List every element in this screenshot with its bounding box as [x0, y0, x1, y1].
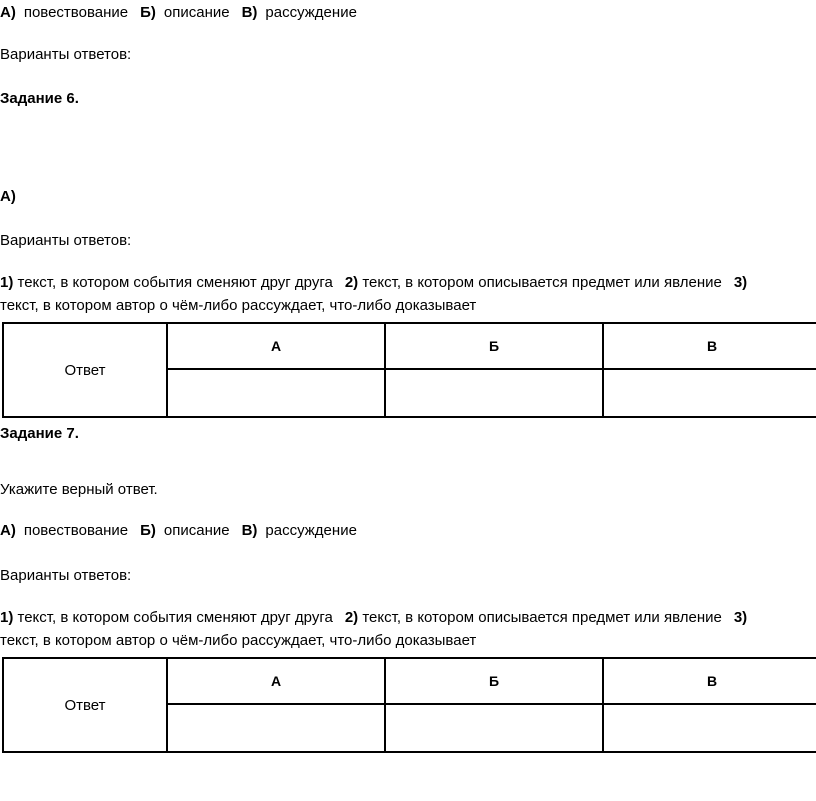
task7-instruction: Укажите верный ответ. — [0, 481, 158, 498]
answer-row-label: Ответ — [3, 323, 167, 417]
option-a-letter: А) — [0, 4, 16, 21]
task7-answers-line2: текст, в котором автор о чём-либо рассуждает, что-либо доказывает — [0, 632, 477, 649]
answer-header-c: В — [603, 323, 816, 369]
task6-title: Задание 6. — [0, 90, 79, 107]
option-a-letter: А) — [0, 522, 16, 539]
answer-cell-b[interactable] — [385, 704, 603, 752]
option-b-text: описание — [163, 4, 230, 21]
answer-header-b: Б — [385, 658, 603, 704]
task6-option-a: А) — [0, 188, 16, 205]
task7-answer-table — [2, 657, 816, 753]
answer-1-num: 1) — [0, 609, 14, 626]
task7-options-line — [0, 521, 357, 541]
option-b-letter: Б) — [140, 4, 156, 21]
option-b-letter: Б) — [140, 522, 156, 539]
option-c-text: рассуждение — [265, 522, 357, 539]
answer-1-num: 1) — [0, 274, 14, 291]
option-a-text: повествование — [23, 522, 129, 539]
option-c-letter: В) — [241, 522, 258, 539]
task7-answers-line1 — [0, 608, 747, 628]
option-b-text: описание — [163, 522, 230, 539]
answer-cell-a[interactable] — [167, 369, 385, 417]
answer-header-a: А — [167, 658, 385, 704]
option-c-text: рассуждение — [265, 4, 357, 21]
answer-1-text: текст, в котором события сменяют друг друга — [17, 274, 333, 291]
answer-1-text: текст, в котором события сменяют друг друга — [17, 609, 333, 626]
answer-header-a: А — [167, 323, 385, 369]
answer-cell-c[interactable] — [603, 369, 816, 417]
answer-cell-a[interactable] — [167, 704, 385, 752]
answer-2-num: 2) — [344, 609, 359, 626]
answer-2-num: 2) — [344, 274, 359, 291]
task6-answers-line1 — [0, 273, 747, 293]
task7-variants-label: Варианты ответов: — [0, 567, 132, 584]
answer-cell-c[interactable] — [603, 704, 816, 752]
task6-answers-line2: текст, в котором автор о чём-либо рассуждает, что-либо доказывает — [0, 297, 477, 314]
task6-answer-table — [2, 322, 816, 418]
answer-3-num: 3) — [733, 274, 748, 291]
answer-2-text: текст, в котором описывается предмет или явление — [362, 274, 722, 291]
option-a-text: повествование — [23, 4, 129, 21]
answer-2-text: текст, в котором описывается предмет или явление — [362, 609, 722, 626]
answer-cell-b[interactable] — [385, 369, 603, 417]
task6-variants-label: Варианты ответов: — [0, 232, 132, 249]
answer-row-label: Ответ — [3, 658, 167, 752]
options-line-top — [0, 3, 357, 23]
variants-label-top: Варианты ответов: — [0, 46, 132, 63]
task7-title: Задание 7. — [0, 425, 79, 442]
answer-3-num: 3) — [733, 609, 748, 626]
option-c-letter: В) — [241, 4, 258, 21]
answer-header-b: Б — [385, 323, 603, 369]
answer-header-c: В — [603, 658, 816, 704]
